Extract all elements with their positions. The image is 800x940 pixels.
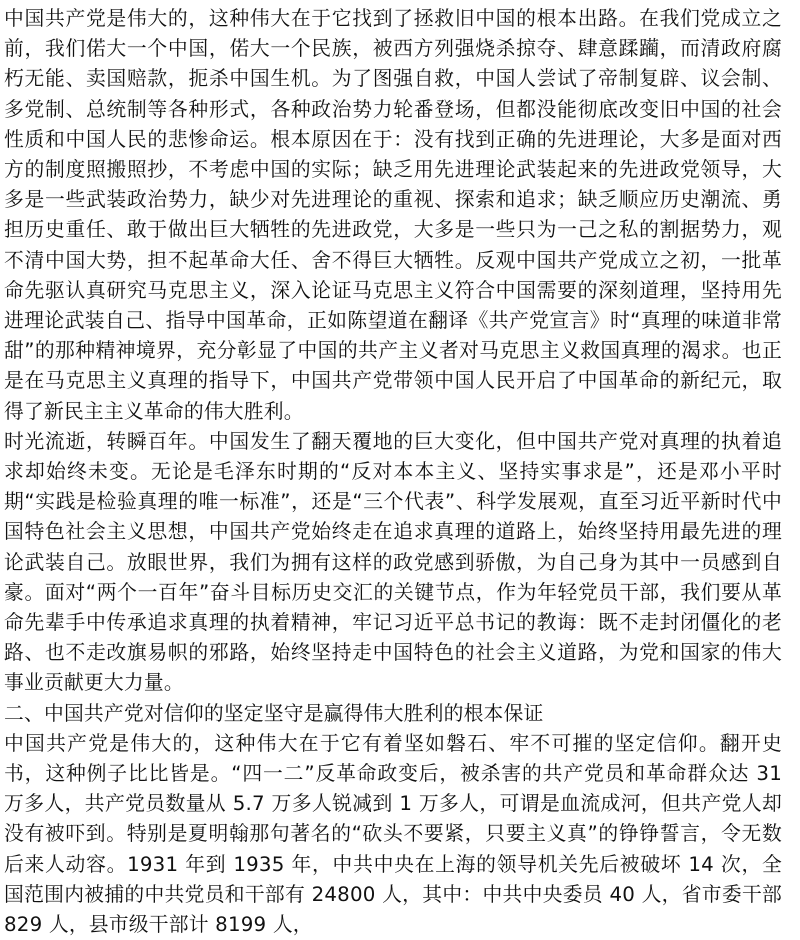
paragraph-3: 中国共产党是伟大的，这种伟大在于它有着坚如磐石、牢不可摧的坚定信仰。翻开史书，这种例子比比皆是。“四一二”反革命政变后，被杀害的共产党员和革命群众达 31 万多人，共产党员数量从 5.7 万多人锐减到 1 万多人，可谓是血流成河，但共产党人却没有被吓到。特别是夏明翰那句著名的“砍头不要紧，只要主义真”的铮铮誓言，令无数后来人动容。1931 年到 1935 年，中共中央在上海的领导机关先后被破坏 14 次，全国范围内被捕的中共党员和干部有 24800 人，其中：中共中央委员 40 人，省市委干部 829 人，县市级干部计 8199 人， bbox=[4, 731, 782, 937]
paragraph-1: 中国共产党是伟大的，这种伟大在于它找到了拯救旧中国的根本出路。在我们党成立之前，我们偌大一个中国，偌大一个民族，被西方列强烧杀掠夺、肆意蹂躏，而清政府腐朽无能、卖国赔款，扼杀中国生机。为了图强自救，中国人尝试了帝制复辟、议会制、多党制、总统制等各种形式，各种政治势力轮番登场，但都没能彻底改变旧中国的社会性质和中国人民的悲惨命运。根本原因在于：没有找到正确的先进理论，大多是面对西方的制度照搬照抄，不考虑中国的实际；缺乏用先进理论武装起来的先进政党领导，大多是一些武装政治势力，缺少对先进理论的重视、探索和追求；缺乏顺应历史潮流、勇担历史重任、敢于做出巨大牺牲的先进政党，大多是一些只为一己之私的割据势力，观不清中国大势，担不起革命大任、舍不得巨大牺牲。反观中国共产党成立之初，一批革命先驱认真研究马克思主义，深入论证马克思主义符合中国需要的深刻道理，坚持用先进理论武装自己、指导中国革命，正如陈望道在翻译《共产党宣言》时“真理的味道非常甜”的那种精神境界，充分彰显了中国的共产主义者对马克思主义救国真理的渴求。也正是在马克思主义真理的指导下，中国共产党带领中国人民开启了中国革命的新纪元，取得了新民主主义革命的伟大胜利。 bbox=[4, 7, 782, 423]
document-body bbox=[4, 4, 782, 940]
paragraph-2: 时光流逝，转瞬百年。中国发生了翻天覆地的巨大变化，但中国共产党对真理的执着追求却始终未变。无论是毛泽东时期的“反对本本主义、坚持实事求是”，还是邓小平时期“实践是检验真理的唯一标准”，还是“三个代表”、科学发展观，直至习近平新时代中国特色社会主义思想，中国共产党始终走在追求真理的道路上，始终坚持用最先进的理论武装自己。放眼世界，我们为拥有这样的政党感到骄傲，为自己身为其中一员感到自豪。面对“两个一百年”奋斗目标历史交汇的关键节点，作为年轻党员干部，我们要从革命先辈手中传承追求真理的执着精神，牢记习近平总书记的教诲：既不走封闭僵化的老路、也不走改旗易帜的邪路，始终坚持走中国特色的社会主义道路，为党和国家的伟大事业贡献更大力量。 bbox=[4, 429, 782, 695]
section-heading: 二、中国共产党对信仰的坚定坚守是赢得伟大胜利的根本保证 bbox=[4, 701, 544, 725]
